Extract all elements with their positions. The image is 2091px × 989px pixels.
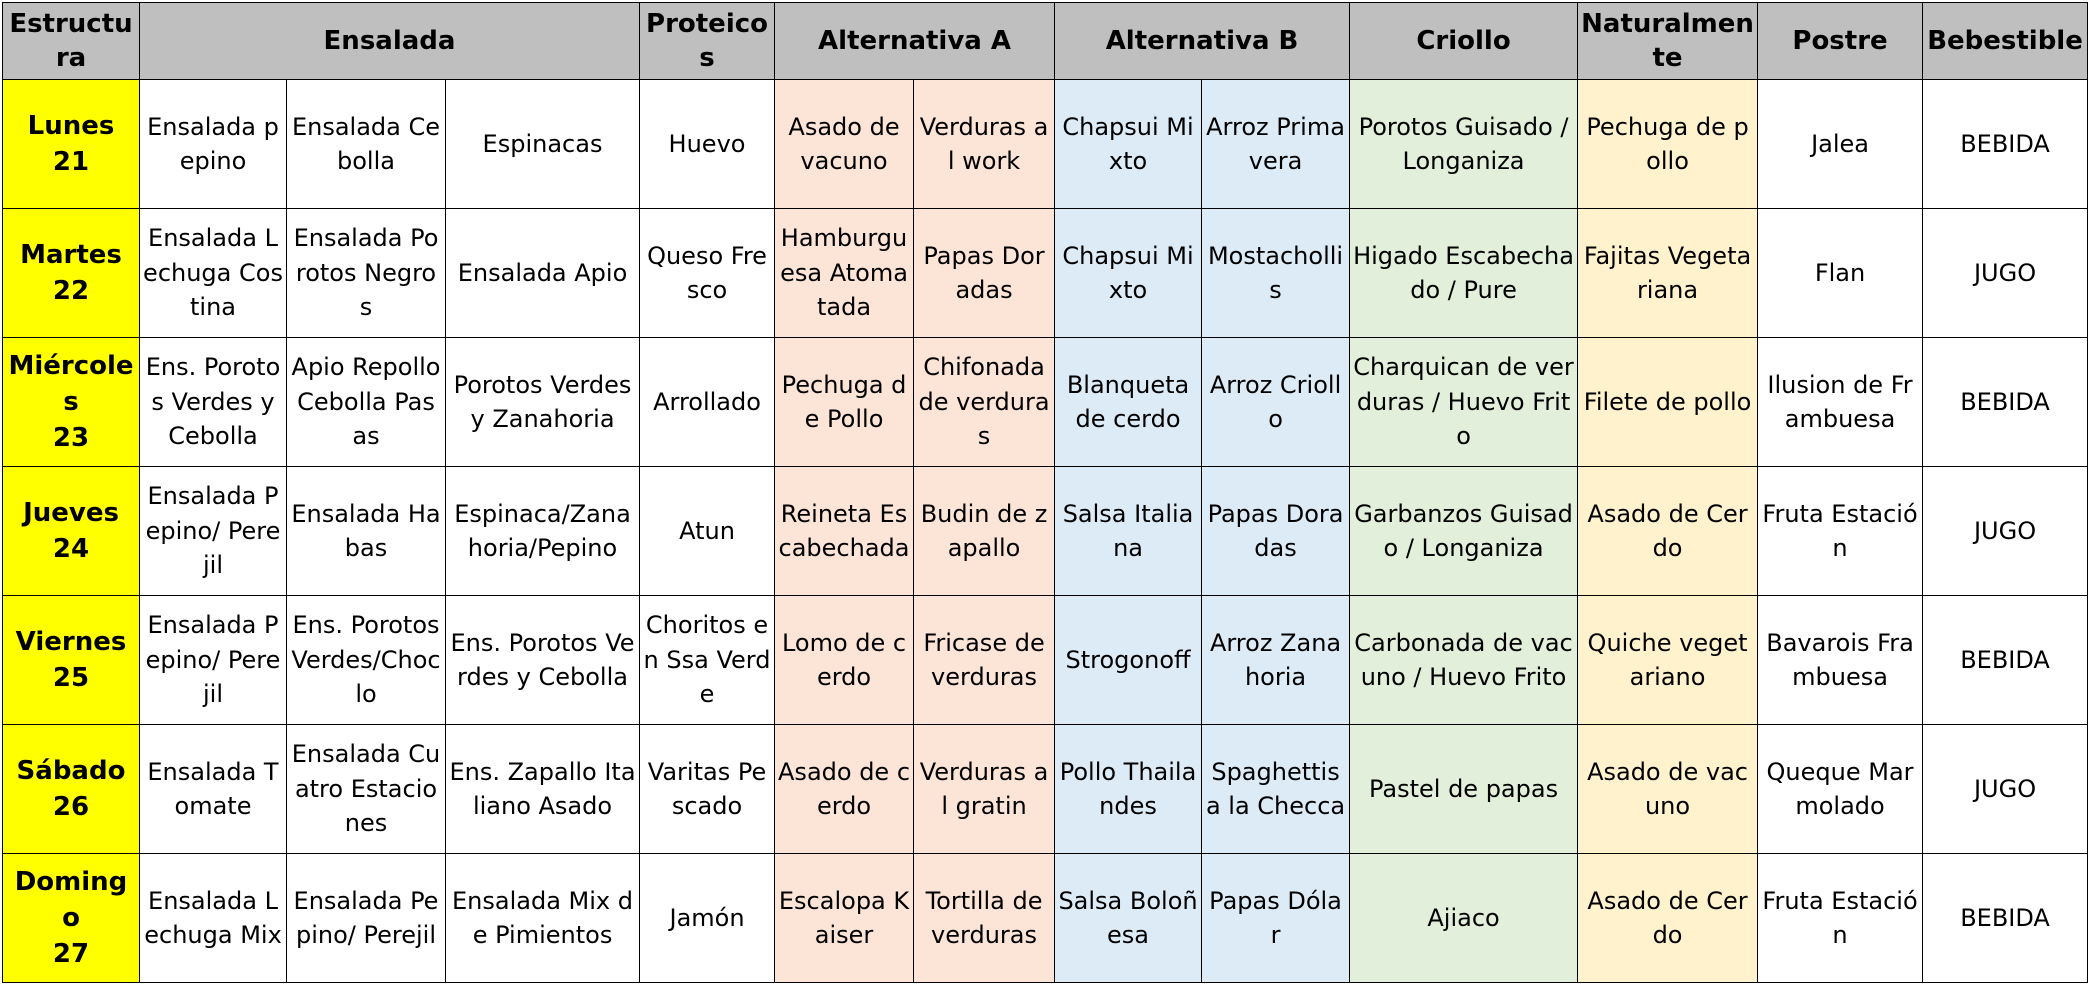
postre-cell: Ilusion de Frambuesa — [1758, 338, 1923, 467]
day-name: Lunes — [27, 111, 115, 141]
header-alternativa-a: Alternativa A — [775, 3, 1055, 80]
ensalada-cell-3: Porotos Verdes y Zanahoria — [446, 338, 640, 467]
day-date: 21 — [52, 147, 90, 177]
alternativa-a-cell-2: Tortilla de verduras — [914, 854, 1055, 983]
naturalmente-cell: Asado de vacuno — [1578, 725, 1758, 854]
table-row — [3, 80, 2088, 209]
ensalada-cell-2: Ensalada Porotos Negros — [287, 209, 446, 338]
table-row — [3, 467, 2088, 596]
alternativa-b-cell-2: Papas Dólar — [1202, 854, 1350, 983]
alternativa-b-cell-1: Salsa Boloñesa — [1055, 854, 1202, 983]
alternativa-a-cell-1: Pechuga de Pollo — [775, 338, 914, 467]
day-cell — [3, 596, 140, 725]
alternativa-a-cell-1: Reineta Escabechada — [775, 467, 914, 596]
header-row — [3, 3, 2088, 80]
proteicos-cell: Huevo — [640, 80, 775, 209]
naturalmente-cell: Filete de pollo — [1578, 338, 1758, 467]
day-cell — [3, 467, 140, 596]
header-estructura: Estructura — [3, 3, 140, 80]
header-naturalmente: Naturalmente — [1578, 3, 1758, 80]
alternativa-b-cell-2: Papas Doradas — [1202, 467, 1350, 596]
ensalada-cell-3: Ens. Porotos Verdes y Cebolla — [446, 596, 640, 725]
alternativa-b-cell-2: Arroz Criollo — [1202, 338, 1350, 467]
criollo-cell: Charquican de verduras / Huevo Frito — [1350, 338, 1578, 467]
header-ensalada: Ensalada — [140, 3, 640, 80]
ensalada-cell-2: Ens. Porotos Verdes/Choclo — [287, 596, 446, 725]
ensalada-cell-1: Ensalada Lechuga Costina — [140, 209, 287, 338]
ensalada-cell-2: Apio Repollo Cebolla Pasas — [287, 338, 446, 467]
table-row — [3, 725, 2088, 854]
criollo-cell: Ajiaco — [1350, 854, 1578, 983]
alternativa-b-cell-2: Spaghettis a la Checca — [1202, 725, 1350, 854]
day-date: 26 — [52, 792, 90, 822]
day-name: Viernes — [15, 627, 127, 657]
day-date: 25 — [52, 663, 90, 693]
ensalada-cell-3: Espinaca/Zanahoria/Pepino — [446, 467, 640, 596]
alternativa-a-cell-2: Verduras al gratin — [914, 725, 1055, 854]
alternativa-a-cell-1: Asado de vacuno — [775, 80, 914, 209]
table-row — [3, 854, 2088, 983]
alternativa-b-cell-1: Pollo Thailandes — [1055, 725, 1202, 854]
bebestible-cell: BEBIDA — [1923, 338, 2088, 467]
postre-cell: Fruta Estación — [1758, 854, 1923, 983]
bebestible-cell: JUGO — [1923, 467, 2088, 596]
ensalada-cell-2: Ensalada Pepino/ Perejil — [287, 854, 446, 983]
bebestible-cell: JUGO — [1923, 209, 2088, 338]
header-proteicos: Proteicos — [640, 3, 775, 80]
table-row — [3, 209, 2088, 338]
weekly-menu-table — [2, 2, 2088, 983]
criollo-cell: Porotos Guisado / Longaniza — [1350, 80, 1578, 209]
alternativa-a-cell-1: Hamburguesa Atomatada — [775, 209, 914, 338]
day-cell — [3, 725, 140, 854]
bebestible-cell: BEBIDA — [1923, 854, 2088, 983]
alternativa-b-cell-2: Arroz Primavera — [1202, 80, 1350, 209]
proteicos-cell: Queso Fresco — [640, 209, 775, 338]
alternativa-a-cell-2: Papas Doradas — [914, 209, 1055, 338]
alternativa-a-cell-2: Chifonada de verduras — [914, 338, 1055, 467]
table-row — [3, 596, 2088, 725]
ensalada-cell-1: Ensalada Tomate — [140, 725, 287, 854]
day-name: Jueves — [23, 498, 119, 528]
bebestible-cell: BEBIDA — [1923, 596, 2088, 725]
ensalada-cell-1: Ensalada Pepino/ Perejil — [140, 467, 287, 596]
day-name: Sábado — [16, 756, 126, 786]
day-date: 23 — [52, 423, 90, 453]
alternativa-b-cell-1: Strogonoff — [1055, 596, 1202, 725]
alternativa-a-cell-2: Fricase de verduras — [914, 596, 1055, 725]
proteicos-cell: Arrollado — [640, 338, 775, 467]
ensalada-cell-1: Ens. Porotos Verdes y Cebolla — [140, 338, 287, 467]
criollo-cell: Pastel de papas — [1350, 725, 1578, 854]
alternativa-a-cell-1: Asado de cerdo — [775, 725, 914, 854]
alternativa-b-cell-2: Arroz Zanahoria — [1202, 596, 1350, 725]
alternativa-a-cell-1: Lomo de cerdo — [775, 596, 914, 725]
ensalada-cell-3: Ens. Zapallo Italiano Asado — [446, 725, 640, 854]
ensalada-cell-2: Ensalada Cebolla — [287, 80, 446, 209]
alternativa-b-cell-1: Chapsui Mixto — [1055, 80, 1202, 209]
day-date: 27 — [52, 939, 90, 969]
bebestible-cell: JUGO — [1923, 725, 2088, 854]
day-name: Miércoles — [8, 351, 134, 417]
day-cell — [3, 338, 140, 467]
naturalmente-cell: Pechuga de pollo — [1578, 80, 1758, 209]
proteicos-cell: Choritos en Ssa Verde — [640, 596, 775, 725]
naturalmente-cell: Fajitas Vegetariana — [1578, 209, 1758, 338]
header-alternativa-b: Alternativa B — [1055, 3, 1350, 80]
table-row — [3, 338, 2088, 467]
day-cell — [3, 209, 140, 338]
ensalada-cell-3: Espinacas — [446, 80, 640, 209]
ensalada-cell-2: Ensalada Habas — [287, 467, 446, 596]
alternativa-b-cell-2: Mostachollis — [1202, 209, 1350, 338]
ensalada-cell-1: Ensalada Pepino/ Perejil — [140, 596, 287, 725]
naturalmente-cell: Asado de Cerdo — [1578, 467, 1758, 596]
proteicos-cell: Atun — [640, 467, 775, 596]
bebestible-cell: BEBIDA — [1923, 80, 2088, 209]
alternativa-a-cell-2: Verduras al work — [914, 80, 1055, 209]
ensalada-cell-3: Ensalada Mix de Pimientos — [446, 854, 640, 983]
ensalada-cell-3: Ensalada Apio — [446, 209, 640, 338]
day-date: 24 — [52, 534, 90, 564]
day-date: 22 — [52, 276, 90, 306]
header-bebestible: Bebestible — [1923, 3, 2088, 80]
criollo-cell: Higado Escabechado / Pure — [1350, 209, 1578, 338]
criollo-cell: Carbonada de vacuno / Huevo Frito — [1350, 596, 1578, 725]
alternativa-b-cell-1: Chapsui Mixto — [1055, 209, 1202, 338]
proteicos-cell: Varitas Pescado — [640, 725, 775, 854]
header-criollo: Criollo — [1350, 3, 1578, 80]
postre-cell: Fruta Estación — [1758, 467, 1923, 596]
ensalada-cell-1: Ensalada pepino — [140, 80, 287, 209]
criollo-cell: Garbanzos Guisado / Longaniza — [1350, 467, 1578, 596]
ensalada-cell-2: Ensalada Cuatro Estaciones — [287, 725, 446, 854]
naturalmente-cell: Quiche vegetariano — [1578, 596, 1758, 725]
postre-cell: Bavarois Frambuesa — [1758, 596, 1923, 725]
day-cell — [3, 854, 140, 983]
alternativa-b-cell-1: Salsa Italiana — [1055, 467, 1202, 596]
alternativa-a-cell-1: Escalopa Kaiser — [775, 854, 914, 983]
alternativa-b-cell-1: Blanqueta de cerdo — [1055, 338, 1202, 467]
alternativa-a-cell-2: Budin de zapallo — [914, 467, 1055, 596]
day-name: Martes — [20, 240, 122, 270]
ensalada-cell-1: Ensalada Lechuga Mix — [140, 854, 287, 983]
naturalmente-cell: Asado de Cerdo — [1578, 854, 1758, 983]
proteicos-cell: Jamón — [640, 854, 775, 983]
postre-cell: Jalea — [1758, 80, 1923, 209]
postre-cell: Flan — [1758, 209, 1923, 338]
postre-cell: Queque Marmolado — [1758, 725, 1923, 854]
header-postre: Postre — [1758, 3, 1923, 80]
day-cell — [3, 80, 140, 209]
day-name: Domingo — [14, 867, 128, 933]
